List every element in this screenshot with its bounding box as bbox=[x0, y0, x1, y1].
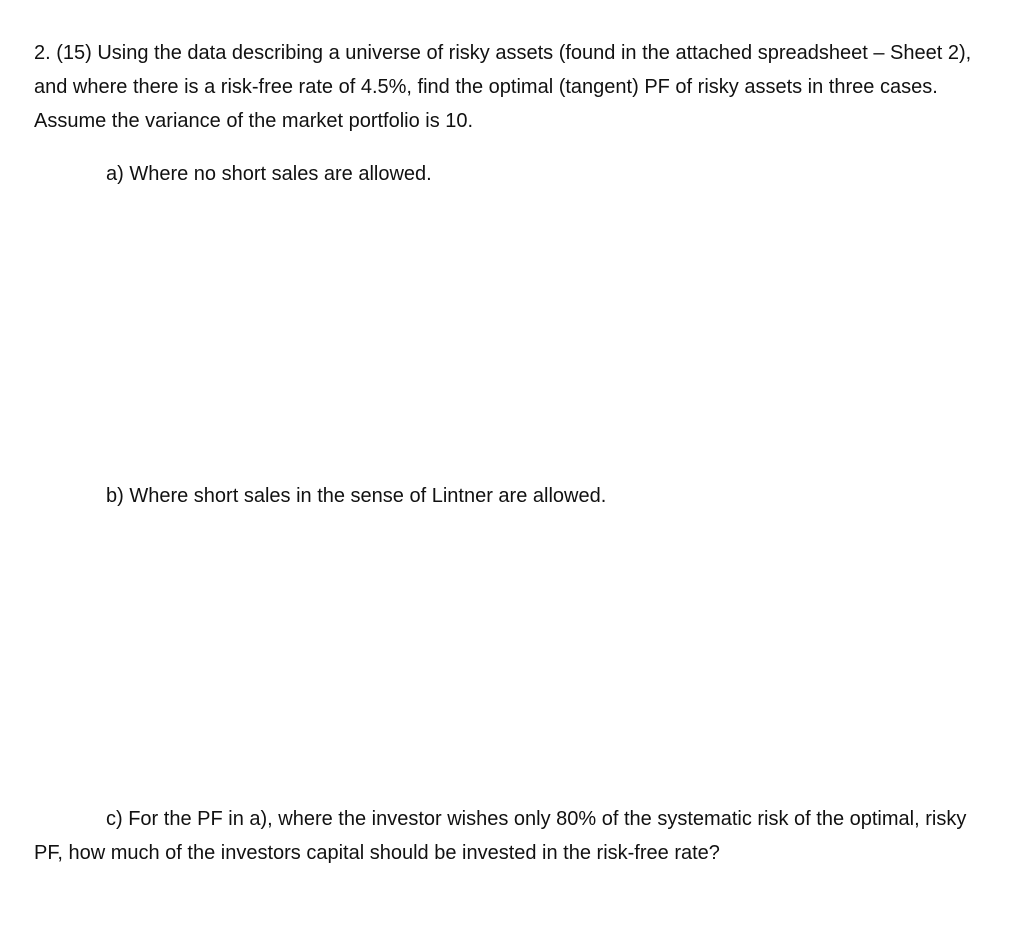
question-2-prompt: 2. (15) Using the data describing a universe of risky assets (found in the attached spreadsheet – Sheet 2), and where there is a risk-free rate of 4.5%, find the optimal (tangent) PF of risky assets in three cases. Assume the variance of the market portfolio is 10. bbox=[34, 42, 972, 132]
part-c-prompt: c) For the PF in a), where the investor wishes only 80% of the systematic risk of the optimal, risky PF, how much of the investors capital should be invested in the risk-free rate? bbox=[34, 808, 967, 864]
part-a-prompt: a) Where no short sales are allowed. bbox=[106, 163, 432, 185]
part-b-prompt: b) Where short sales in the sense of Lintner are allowed. bbox=[106, 485, 607, 507]
